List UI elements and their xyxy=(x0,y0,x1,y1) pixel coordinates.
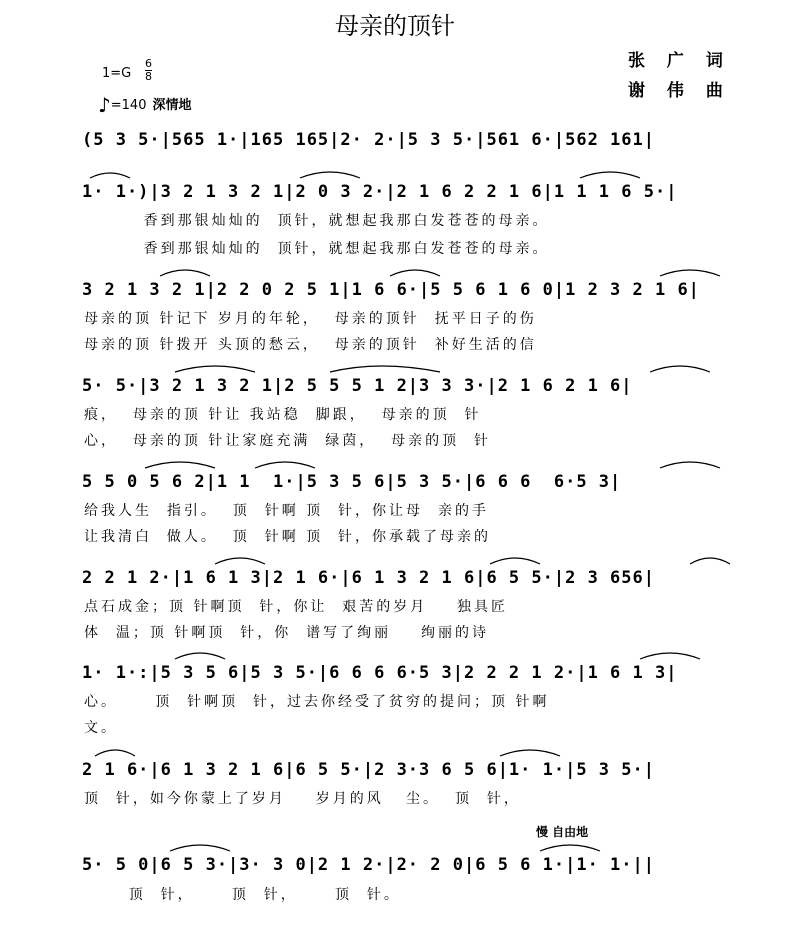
lyrics-verse2-line-2: 香到那银灿灿的 顶针，就想起我那白发苍苍的母亲。 xyxy=(84,241,550,257)
tempo-value: =140 xyxy=(110,98,147,113)
composer-credit: 谢 伟 曲 xyxy=(628,81,731,101)
notation-line-9: 5· 5 0|6 5 3·|3· 3 0|2 1 2·|2· 2 0|6 5 6 1·|1· 1·|| xyxy=(82,855,655,875)
eighth-note-icon: ♪ xyxy=(98,93,111,117)
lyrics-verse2-line-4: 心， 母亲的顶 针让家庭充满 绿茵， 母亲的顶 针 xyxy=(84,433,492,449)
notation-line-7: 1· 1·:|5 3 5 6|5 3 5·|6 6 6 6·5 3|2 2 2 1 2·|1 6 1 3| xyxy=(82,663,678,683)
expression-mark: 深情地 xyxy=(152,98,192,113)
meter-denominator: 8 xyxy=(145,70,152,83)
notation-line-4: 5· 5·|3 2 1 3 2 1|2 5 5 5 1 2|3 3 3·|2 1 6 2 1 6| xyxy=(82,376,633,396)
notation-line-5: 5 5 0 5 6 2|1 1 1·|5 3 5 6|5 3 5·|6 6 6 6·5 3| xyxy=(82,472,622,492)
lyricist-credit: 张 广 词 xyxy=(628,51,731,71)
lyrics-verse1-line-2: 香到那银灿灿的 顶针，就想起我那白发苍苍的母亲。 xyxy=(84,213,550,229)
notation-line-8: 2 1 6·|6 1 3 2 1 6|6 5 5·|2 3·3 6 5 6|1· 1·|5 3 5·| xyxy=(82,760,655,780)
lyrics-verse1-line-6: 点石成金；顶 针啊顶 针，你让 艰苦的岁月 独具匠 xyxy=(84,599,509,615)
lyrics-verse1-line-4: 痕， 母亲的顶 针让 我站稳 脚跟， 母亲的顶 针 xyxy=(84,407,482,423)
tempo-marking xyxy=(98,93,192,117)
notation-line-6: 2 2 1 2·|1 6 1 3|2 1 6·|6 1 3 2 1 6|6 5 5·|2 3 656| xyxy=(82,568,655,588)
notation-line-2: 1· 1·)|3 2 1 3 2 1|2 0 3 2·|2 1 6 2 2 1 6|1 1 1 6 5·| xyxy=(82,182,678,202)
lyrics-verse1-line-3: 母亲的顶 针记下 岁月的年轮， 母亲的顶针 抚平日子的伤 xyxy=(84,311,537,327)
lyrics-verse1-line-7: 心。 顶 针啊顶 针，过去你经受了贫穷的提问；顶 针啊 xyxy=(84,694,550,710)
lyrics-verse2-line-3: 母亲的顶 针拨开 头顶的愁云， 母亲的顶针 补好生活的信 xyxy=(84,337,537,353)
lyrics-verse1-line-8: 顶 针，如今你蒙上了岁月 岁月的风 尘。 顶 针， xyxy=(84,791,521,807)
tempo-change-mark: 慢 自由地 xyxy=(536,825,589,839)
key-signature: 1=G xyxy=(102,66,132,81)
lyrics-verse1-line-5: 给我人生 指引。 顶 针啊 顶 针，你让母 亲的手 xyxy=(84,503,489,519)
lyrics-verse2-line-6: 体 温；顶 针啊顶 针，你 谱写了绚丽 绚丽的诗 xyxy=(84,625,489,641)
time-signature xyxy=(145,58,152,83)
meter-numerator: 6 xyxy=(145,57,152,70)
song-title: 母亲的顶针 xyxy=(335,12,455,40)
notation-line-3: 3 2 1 3 2 1|2 2 0 2 5 1|1 6 6·|5 5 6 1 6 0|1 2 3 2 1 6| xyxy=(82,280,700,300)
lyrics-verse2-line-5: 让我清白 做人。 顶 针啊 顶 针，你承载了母亲的 xyxy=(84,529,492,545)
lyrics-verse1-line-9: 顶 针， 顶 针， 顶 针。 xyxy=(84,887,401,903)
lyrics-verse2-line-7: 文。 xyxy=(84,720,118,736)
notation-line-1: (5 3 5·|565 1·|165 165|2· 2·|5 3 5·|561 6·|562 161| xyxy=(82,130,655,150)
